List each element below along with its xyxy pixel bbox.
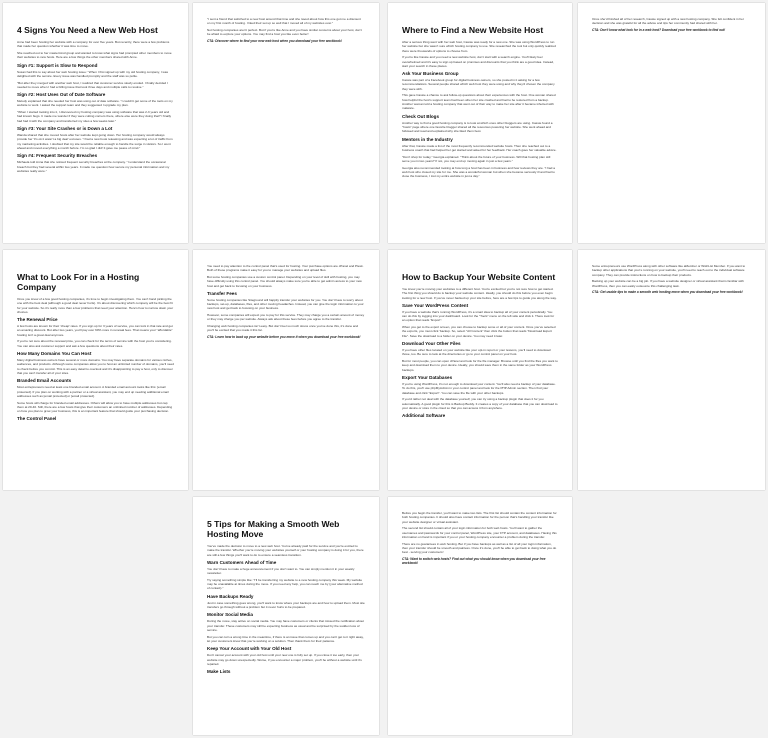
section-heading: Sign #3: Your Site Crashes or is Down a Lot: [17, 126, 113, 132]
body-paragraph: Anne had been hosting her website with a company for over five years. But recently, there were a few problems that made her question whether it was time to move.: [17, 40, 170, 49]
body-paragraph: After a serious thing went with her web host, Cassie was ready for a new one. She was using WordPress to run her website but she wasn't sure which hosting company to use. She researched the tool but only quickly realized there were thousands of options to choose from.: [402, 40, 556, 53]
body-paragraph: This gave Cassie a chance to ask follow-up questions about their experiences with the host. One woman shared how helpful the host's support team had been when her site crashed and had to be restored from a backup. Another woman told a hosting company that went out of their way to make her site after it became infected with malware.: [402, 93, 556, 111]
section-heading: How Many Domains You Can Host: [17, 351, 92, 357]
cta-text: CTA: Learn how to back up your website before you move it when you download your free workbook!: [207, 335, 361, 340]
cta-text: CTA: Want to switch web hosts? Find out what you should know when you download your free workbook!: [402, 556, 546, 566]
page-title: 4 Signs You Need a New Web Host: [17, 25, 158, 35]
page-3: [388, 3, 572, 243]
body-paragraph: You need to pay attention to the control panel that's used for hosting. Your purchase options are cPanel and Plesk. Both of these programs make it easy for you to manage your websites and upload files.: [207, 264, 364, 273]
section-heading: The Control Panel: [17, 416, 57, 422]
body-paragraph: But you can turn a wrong time in the meantime, if there is an issue that comes up and you can't get to it right away, let your customers know that you're working on a solution. Then thank them for their patience.: [207, 634, 364, 643]
body-paragraph: If you have other files located on your website like your opt-in report or your lessons, you'll need to download those, too. Be sure to look at the directories or go to your control panel on your host.: [402, 348, 551, 357]
page-6: [193, 250, 379, 490]
cta-text: CTA: Discover where to find your new web host when you download your free workbook!: [207, 38, 342, 43]
body-paragraph: "Don't shop for today," Georgia explained. "Think about the future of your business. Will that hosting plan still serve you in two years? If not, you may end up moving again in just a few years.": [402, 154, 551, 163]
page-2: [193, 3, 379, 243]
body-paragraph: If you're like Cassie and you need a new website host, don't start with a search engine. You'll likely feel overwhelmed and it's easy to sign up based on promises and discounts that you think are a good idea. Instead, start your search in these places.: [402, 55, 554, 68]
body-paragraph: "I sent a friend that switched to a new host around that time and she raved about how this one got me a discount on my first month of hosting. I liked their set up so well that I moved all of my websites over.": [207, 17, 361, 26]
body-paragraph: Georgia also recommended looking at how long a host has been in business and how reviews they are. "I had a web host who closed my site for me. She was a wonderful woman but when she became seriously ill and had to close the business, I lost my entire website in just a day.": [402, 165, 555, 179]
section-heading: Keep Your Account with Your Old Host: [207, 646, 292, 652]
page-1: [3, 3, 188, 243]
body-paragraph: However, some companies will expect you to pay for this service. They may charge you a certain amount of money or they may charge you per website. Always ask about these fees before you agree to the transfer.: [207, 313, 365, 322]
body-paragraph: If you're using WordPress, it's not enough to download your content. You'll also need a backup of your database. To do this, you'll use phpMyAdmin in your control panel and look for the PHP Admin section. Then find your database and click "Export". You can save the file with your other backups.: [402, 381, 556, 395]
body-paragraph: Try saying something simple like: "I'll be transferring my website to a new hosting company this week. My website may be unavailable at times during the move. If you need any help, you can reach me by (your alternative method of contact).": [207, 577, 363, 591]
page-10: [388, 497, 572, 735]
body-paragraph: "But after they merged with another web host, I realized that customer service slowly eroded. I finally decided I needed to move when I had a billing issue that took three days and multiple calls to resolve.": [17, 80, 168, 89]
section-heading: Sign #4: Frequent Security Breaches: [17, 153, 98, 159]
section-heading: Sign #2: Host Uses Out of Date Software: [17, 92, 106, 98]
body-paragraph: Changing web hosting companies isn't easy. But don't feel so much stress once you've done this, it's done and you'll be excited that you made it this far.: [207, 324, 359, 333]
body-paragraph: But some hosting companies use a custom control panel. Depending on your level of skill with hosting, you may have difficulty using this control panel. You should always make sure you're able to get admin access to your new host and get back to focusing on your business.: [207, 274, 362, 288]
page-title: What to Look For in a Hosting Company: [17, 272, 140, 292]
body-paragraph: After that, Cassie made a list of the most frequently recommended website hosts. Then she reached out to a business coach that had helped her get started and asked for her feedback. Her coach gave her valuable advice.: [402, 143, 557, 152]
section-heading: Transfer Fees: [207, 290, 237, 296]
body-paragraph: Many digital business owners have several or more domains. You may have separate domains for various niches, audiences, and products. Although some companies allow you to host an unlimited number of domains, you'll need to check before you commit. This is an easy detail to overlook and it's disappointing to pay a host, only to discover that you can't transfer all of your sites.: [17, 358, 174, 375]
body-paragraph: If you have a website that's running WordPress, it's a smart idea to backup all of your content periodically. You can do this by logging into your dashboard. Look for the "Tools" menu on the left side and click it. There look for an option that reads "Export".: [402, 309, 555, 323]
body-paragraph: Most entrepreneurs need at least one branded email account. A branded email account looks like this: [email protected]. If you plan on working with a partner or a virtual assistant, you may end up needing additional email addresses such as [email protected] or [email protected].: [17, 385, 169, 398]
body-paragraph: The second list should contain all of your login information for both web hosts. You'll want to gather the usernames and passwords for your control panel, WordPress site, your FTP account, and databases. Having this information on hand is important if you or your hosting company encounter a problem during the transfer.: [402, 526, 557, 539]
page-8: [578, 250, 765, 490]
body-paragraph: Some hosts will charge for branded email addresses. Others will allow you to have multiple addresses but cap them at 20-40. Still, there are a few hosts that give their customers an unlimited number of addresses. Depending on how you plan to grow your business, this is an important feature that should guide your purchasing decision.: [17, 400, 173, 414]
page-5: [3, 250, 188, 490]
body-paragraph: There are no guarantees in web hosting. But if you have backups as well as a list of all your login information, then your transfer should be smooth and painless. Once it's done, you'll be able to get back to doing what you do best - serving your customers!: [402, 541, 557, 555]
body-paragraph: Some entrepreneurs use WordPress along with other software like aMember or WishList Member. If you want to backup other applications that you're running on your website, you'll need to reach out to the individual software company. They can provide instructions on how to backup their products.: [592, 264, 746, 277]
body-paragraph: Susan had this to say about her web hosting issue: "When I first signed up with my old hosting company, I was delighted with the service. Every issue was handled promptly and the staff was so polite.: [17, 69, 168, 78]
body-paragraph: Michaela told Anna that she noticed frequent security breaches at the company. "I understand the occasional breach but they had several within two years. It made me question how secure my personal information and my websites really were.": [17, 160, 170, 173]
cta-text: CTA: Don't know what look for in a web host? Download your free workbook to find out!: [592, 27, 726, 32]
section-heading: Make Lists: [207, 669, 231, 675]
section-heading: Ask Your Business Group: [402, 71, 459, 77]
body-paragraph: But for most people, you can open cPanel and look for the file manager. Browse until you find the files you want to keep and download them to your device. Ideally, you should save them in the same folder as your WordPress backups.: [402, 359, 558, 372]
section-heading: Save Your WordPress Content: [402, 302, 469, 308]
body-paragraph: You know you're moving your websites to a different host. You're excited but you're not sure how to get started. The first thing you should do is backup your website content. Ideally, you should do this before you even begin looking for a new host. If you've never backed up your site before, here are a few tips to guide you along the way.: [402, 287, 557, 300]
page-4: [578, 3, 765, 243]
body-paragraph: Just in case something goes wrong, you'll want to know where your backups are and how to upload them. Most site transfers go through without a problem but it never hurts to be prepared.: [207, 600, 365, 610]
section-heading: Have Backups Ready: [207, 593, 254, 599]
body-paragraph: Melody explained that she needed her host was using out of date software. "I couldn't get some of the tools on my website to work. I asked the support team and they suggested I upgrade my plan.: [17, 99, 173, 108]
section-heading: Branded Email Accounts: [17, 378, 72, 384]
body-paragraph: During the move, stay active on social media. You may have customers or clients that missed the notification about your transfer. These customers may still be expecting business as usual and be surprised by the sudden loss of service.: [207, 619, 365, 632]
body-paragraph: You've made the decision to move to a new web host. You've already paid for the service and you're excited to make the transfer. Whether you're moving your websites yourself or your hosting company is doing it for you, there are still a few things you'll want to do to ensure a seamless transition.: [207, 544, 364, 557]
body-paragraph: Cassie was part of a Facebook group for digital business owners, so she posted in it asking for a few recommendations. Several people shared which web host they were using and why they'd chosen the company they were with.: [402, 78, 555, 91]
section-heading: Warn Customers Ahead of Time: [207, 559, 277, 565]
cta-text: CTA: Get usable tips to make a smooth web hosting move when you download your free workbook!: [592, 290, 743, 295]
section-heading: The Renewal Price: [17, 317, 58, 323]
section-heading: Sign #1: Support is Slow to Respond: [17, 62, 98, 68]
page-title: How to Backup Your Website Content: [402, 272, 556, 282]
body-paragraph: Once she'd finished all of her research, Cassie signed up with a new hosting company. She felt confident in her decision and she was grateful for all the advice and tips her community had shared with her.: [592, 17, 744, 26]
section-heading: Mentors in the Industry: [402, 136, 453, 142]
body-paragraph: She reached out to her mastermind group and wanted to know what signs had prompted other members to move their websites to new hosts. Here are a few things the other members shared with Anne.: [17, 50, 172, 60]
page-9: [193, 497, 379, 735]
body-paragraph: Backing up your website can be a big job. If you have a website designer or virtual assistant that is familiar with WordPress, then you can easily outsource this challenging task.: [592, 279, 744, 288]
body-paragraph: Another way to find a good hosting company is to look at which ones other bloggers are using. Cassie found a "hosts" page where one favorite blogger shared all the resources powering her website. She went ahead and followed and read and explained why she liked them best.: [402, 120, 553, 134]
body-paragraph: Before you begin the transfer, you'll want to make two lists. The first list should contain the content information for both hosting companies. It should also have contact information for the person that's handling your transfer like your website designer or virtual assistant.: [402, 511, 557, 524]
body-paragraph: Don't cancel your account with your old host until your new one is fully set up. If you close it too early, then your website may go down unexpectedly. Worse, if you encounter a major problem, you'll be without a website until it's repaired.: [207, 653, 362, 666]
body-paragraph: If you'd rather not deal with the database yourself, you can try using a backup plugin that does it for you automatically. A good plugin for this is Backup Buddy. It creates a copy of your database that you can download to your device or store in the cloud so that you can access it from anywhere.: [402, 397, 558, 410]
body-paragraph: You don't have to make a huge announcement if you don't want to. You can simply mention it in your weekly newsletter.: [207, 566, 355, 576]
body-paragraph: Not hosting companies aren't perfect. But if you're like Anne and you have similar concerns about your host, don't be afraid to explore your options. You may find a host you like even better!: [207, 27, 362, 37]
section-heading: Monitor Social Media: [207, 612, 253, 618]
section-heading: Download Your Other Files: [402, 341, 461, 347]
body-paragraph: When you get to the export screen, you can choose to backup some or all of your content. Once you've selected the exports, you must click 'backup. So, select "All Content" then click the button that reads "Download Export File". Save the download to a folder on your device. You may need it later.: [402, 325, 556, 338]
page-title: 5 Tips for Making a Smooth Web Hosting Move: [207, 519, 340, 539]
section-heading: Export Your Databases: [402, 374, 453, 380]
section-heading: Additional Software: [402, 413, 446, 419]
body-paragraph: Once you know of a few good hosting companies, it's time to begin investigating them. You can't hand picking the one with the best deal (although a good deal never hurts). It's about discovering which company will be the best fit for your website. So it's really more than a few problems that need your attention. Here's how to narrow down your choices.: [17, 297, 174, 314]
body-paragraph: If you're not sure about the renewal price, you can check for the terms of service with the host you're considering. You can also ask customer support and ask a few questions about their rates.: [17, 339, 172, 348]
body-paragraph: Some hosting companies like Siteground will happily transfer your websites for you. You don't have to worry about backups, set-up, databases, files, and other moving headaches. Instead, you can give the login information to your new host and get back to focusing on your business.: [207, 297, 364, 311]
page-title: Where to Find a New Website Host: [402, 25, 544, 35]
body-paragraph: A few hosts are known for their 'cheap' rates. If you sign up for 3 years of service, you can lock in that rate and get an amazing discount. But after two years, you'll pay over 60% more in renewal fees. That means your "affordable" hosting isn't a great deal anymore.: [17, 324, 173, 337]
body-paragraph: Wanda shared that she moved hosts after her website kept going down. Her hosting company would always provide her 'it's ok it wasn't a big deal' excuses. "I had a new book releasing and was expecting a lot of traffic from my marketing activities. I doubted that my site would be reliable enough to handle the surge in visitors. So I went ahead and moved everything a month before. I'm so glad I did! It gave me peace of mind.": [17, 133, 173, 150]
page-7: [388, 250, 572, 490]
section-heading: Check Out Blogs: [402, 113, 440, 119]
body-paragraph: "When I started looking into it, I discovered my hosting company was using software that was 2-3 years old and had known bugs. It made me wonder if they were cutting corners there, where else were they doing that? I finally had had it with the company and transferred my sites a few weeks later.": [17, 110, 172, 123]
